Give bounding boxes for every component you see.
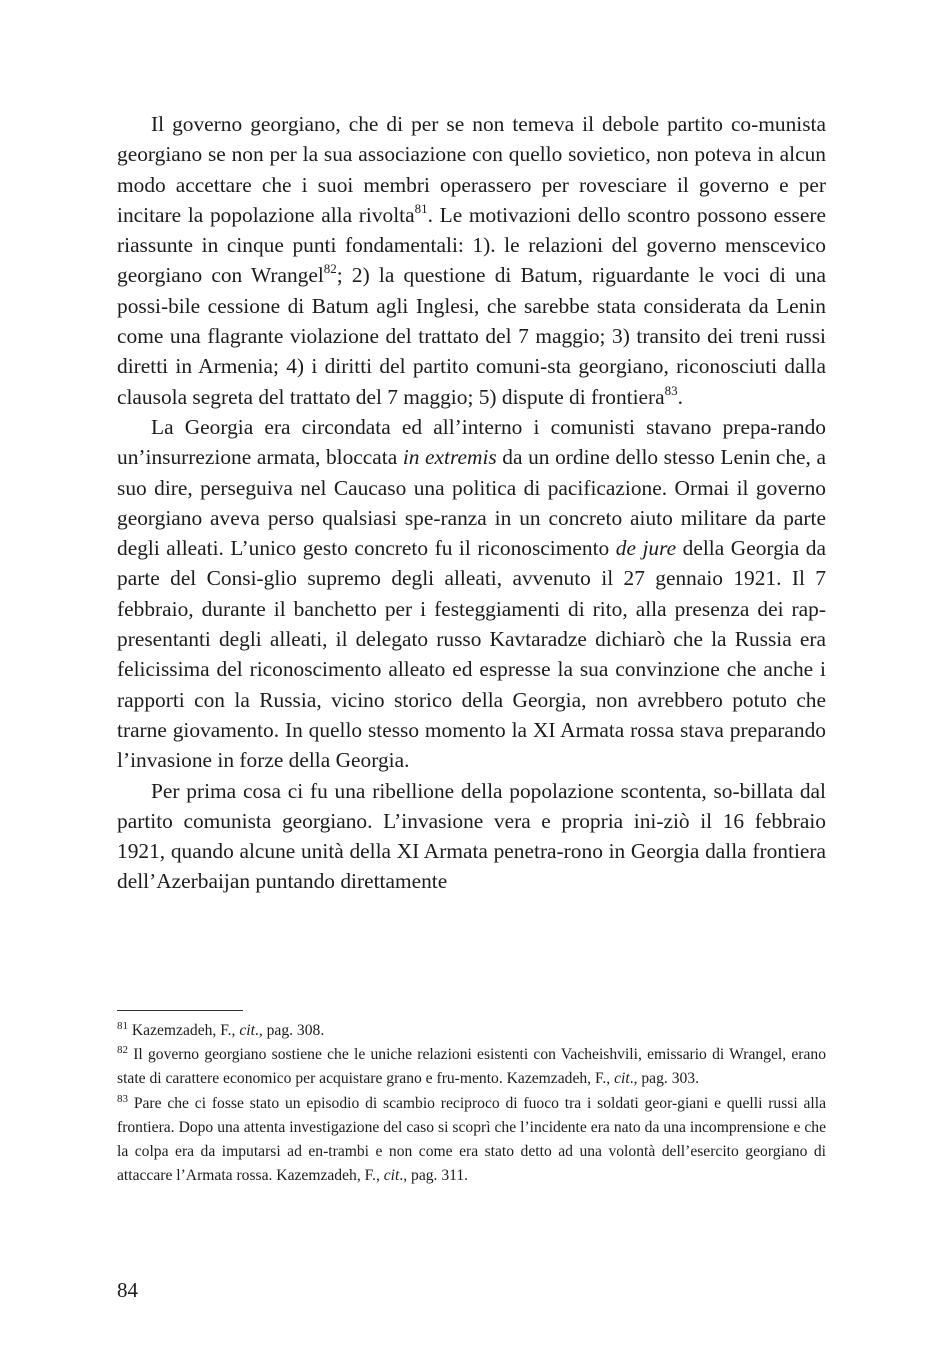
text-run: ., pag. 303. [629, 1070, 699, 1088]
text-run: Pare che ci fosse stato un episodio di scambio reciproco di fuoco tra i soldati geor-giani e quelli russi alla frontiera. Dopo una attenta investigazione del caso si scoprì che l’incidente era nato da una incomprensione e che la colpa era da imputarsi ad en-trambi e non come era stato detto ad una volontà dell’esercito georgiano di attaccare l’Armata rossa. Kazemzadeh, F., [117, 1094, 826, 1185]
text-run: Per prima cosa ci fu una ribellione della popolazione scontenta, so-billata dal partito comunista georgiano. L’invasione vera e propria ini-ziò il 16 febbraio 1921, quando alcune unità della XI Armata penetra-rono in Georgia dalla frontiera dell’Azerbaijan puntando direttamente [117, 778, 826, 894]
paragraph [117, 412, 826, 776]
text-run: ., pag. 311. [399, 1167, 469, 1185]
footnote-marker: 82 [323, 261, 337, 277]
footnote-separator [117, 1010, 243, 1011]
text-run: della Georgia da parte del Consi-glio supremo degli alleati, avvenuto il 27 gennaio 1921. Il 7 febbraio, durante il banchetto per i festeggiamenti di rito, alla presenza dei rap-presentanti degli alleati, il delegato russo Kavtaradze dichiarò che la Russia era felicissima del riconoscimento alleato ed espresse la sua convinzione che anche i rapporti con la Russia, vicino storico della Georgia, non avrebbero potuto che trarne giovamento. In quello stesso momento la XI Armata rossa stava preparando l’invasione in forze della Georgia. [117, 536, 826, 773]
text-run: ., pag. 308. [254, 1022, 325, 1039]
text-run: La Georgia era circondata ed all’interno i comunisti stavano prepa-rando un’insurrezione armata, bloccata [117, 414, 826, 470]
text-run: . Le motivazioni dello scontro possono essere riassunte in cinque punti fondamentali: 1). le relazioni del governo menscevico georgiano con Wrangel [117, 202, 826, 288]
text-run: da un ordine dello stesso Lenin che, a suo dire, perseguiva nel Caucaso una politica di pacificazione. Ormai il governo georgiano aveva perso qualsiasi spe-ranza in un concreto aiuto militare da parte degli alleati. L’unico gesto concreto fu il riconoscimento [117, 445, 826, 561]
page-number: 84 [117, 1278, 138, 1302]
italic-text: in extremis [402, 445, 497, 470]
italic-text: cit [383, 1167, 400, 1185]
italic-text: cit [239, 1022, 255, 1039]
body-text [117, 109, 826, 897]
italic-text: de jure [615, 536, 677, 561]
text-run: ; 2) la questione di Batum, riguardante le voci di una possi-bile cessione di Batum agli Inglesi, che sarebbe stata considerata da Lenin come una flagrante violazione del trattato del 7 maggio; 3) transito dei treni russi diretti in Armenia; 4) i diritti del partito comuni-sta georgiano, riconosciuti dalla clausola segreta del trattato del 7 maggio; 5) dispute di frontiera [117, 263, 826, 409]
footnote [117, 1092, 826, 1189]
footnote-marker: 81 [414, 200, 428, 216]
footnote [117, 1019, 826, 1043]
footnote-marker: 83 [117, 1092, 128, 1105]
footnote-marker: 81 [117, 1020, 128, 1032]
italic-text: cit [614, 1070, 630, 1088]
footnote-marker: 83 [664, 382, 678, 398]
footnote-marker: 82 [117, 1044, 128, 1057]
paragraph [117, 109, 826, 412]
text-run: . [677, 384, 684, 409]
paragraph [117, 776, 826, 897]
footnotes [117, 1019, 826, 1188]
footnote [117, 1043, 826, 1091]
text-run: Il governo georgiano, che di per se non temeva il debole partito co-munista georgiano se non per la sua associazione con quello sovietico, non poteva in alcun modo accettare che i suoi membri operassero per rovesciare il governo e per incitare la popolazione alla rivolta [117, 112, 826, 227]
text-run: Il governo georgiano sostiene che le uniche relazioni esistenti con Vacheishvili, emissario di Wrangel, erano state di carattere economico per acquistare grano e fru-mento. Kazemzadeh, F., [117, 1046, 826, 1088]
text-run: Kazemzadeh, F., [128, 1022, 240, 1039]
book-page [117, 0, 826, 1351]
